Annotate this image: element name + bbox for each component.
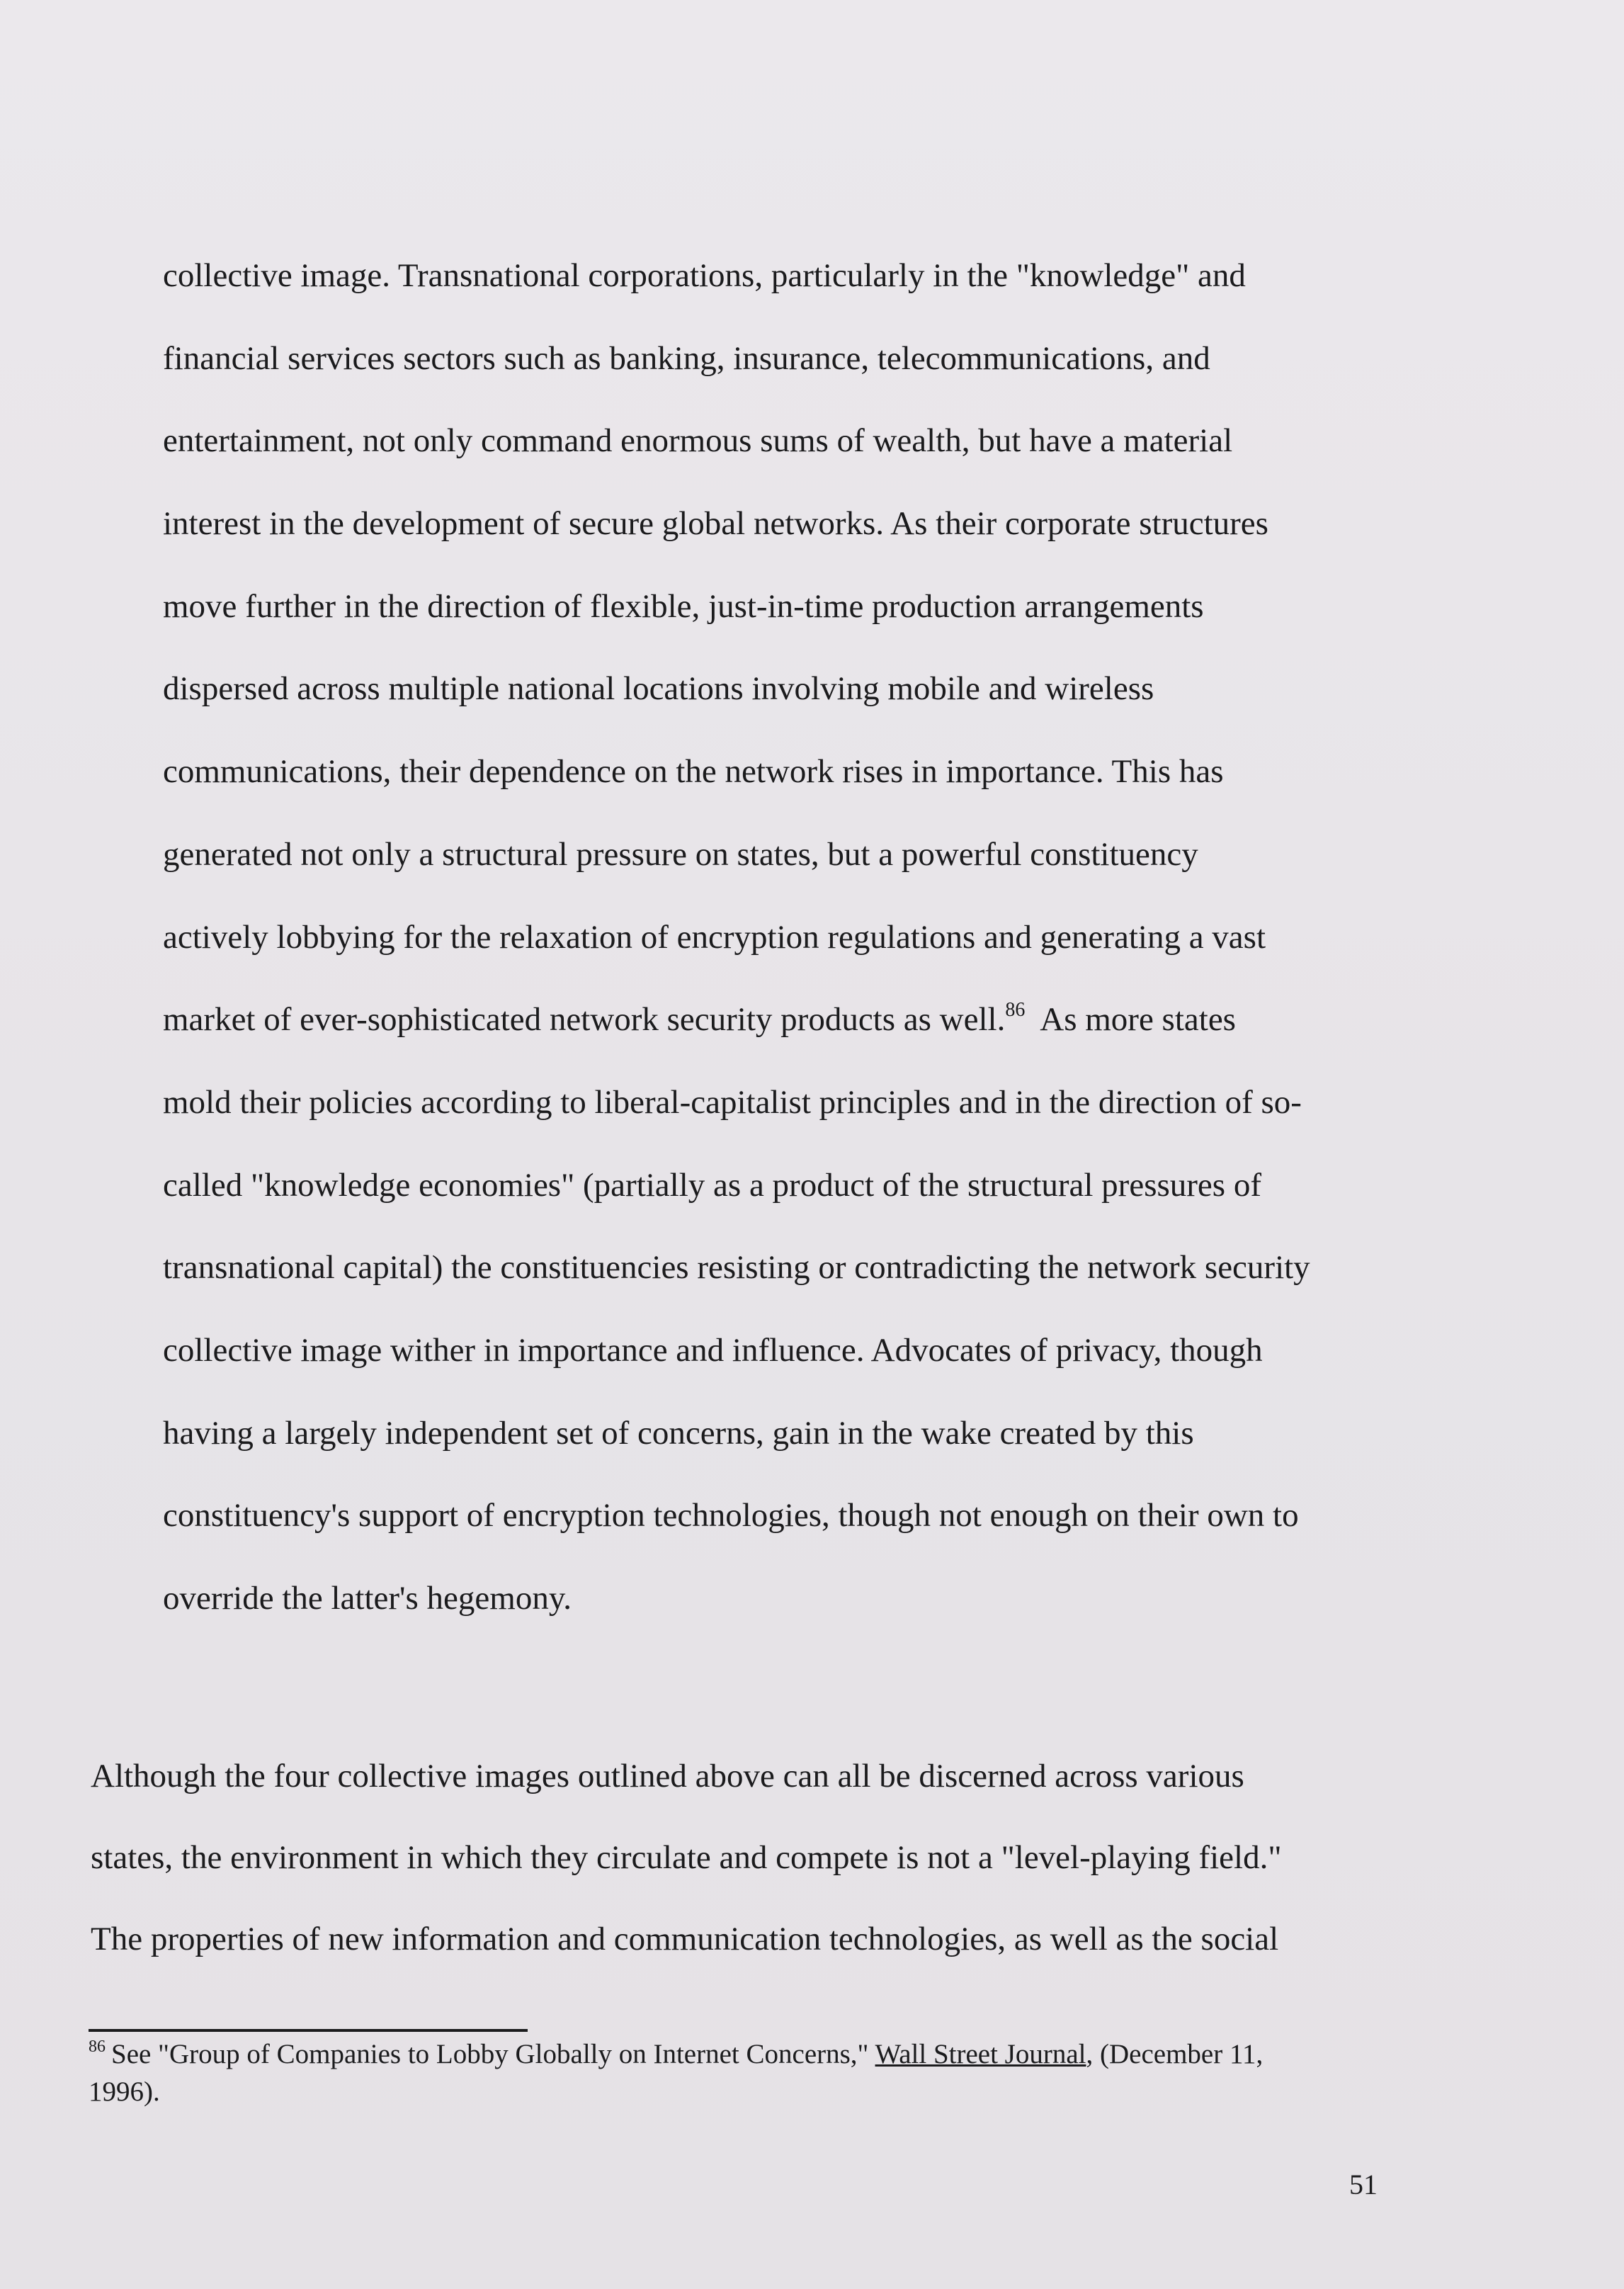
text-segment: As more states [1025,1001,1236,1039]
text-line: collective image wither in importance and influence. Advocates of privacy, though [163,1331,1263,1369]
text-line: The properties of new information and communication technologies, as well as the social [91,1921,1279,1957]
text-line: states, the environment in which they circulate and compete is not a "level-playing field." [91,1839,1282,1876]
footnote [89,2038,1434,2109]
text-line: constituency's support of encryption technologies, though not enough on their own to [163,1497,1299,1535]
footnote-separator [89,2029,528,2032]
text-line: dispersed across multiple national locations involving mobile and wireless [163,670,1154,708]
text-line: called "knowledge economies" (partially as a product of the structural pressures of [163,1166,1261,1204]
text-line-with-note [163,999,1409,1082]
footnote-line [89,2038,1434,2075]
text-line: actively lobbying for the relaxation of encryption regulations and generating a vast [163,918,1266,956]
footnote-text: , (December 11, [1086,2039,1264,2069]
text-line: entertainment, not only command enormous sums of wealth, but have a material [163,422,1233,460]
text-line: having a largely independent set of concerns, gain in the wake created by this [163,1414,1194,1452]
footnote-line: 1996). [89,2076,160,2107]
text-line: communications, their dependence on the network rises in importance. This has [163,753,1224,791]
text-line: Although the four collective images outlined above can all be discerned across various [91,1758,1244,1795]
text-line: override the latter's hegemony. [163,1580,572,1617]
text-line: collective image. Transnational corporations, particularly in the "knowledge" and [163,257,1246,294]
text-line: mold their policies according to liberal-capitalist principles and in the direction of so- [163,1083,1302,1121]
footnote-reference: 86 [1005,999,1026,1022]
indented-paragraph [163,255,1409,1661]
body-paragraph [91,1756,1422,2000]
text-line: financial services sectors such as banking, insurance, telecommunications, and [163,339,1210,377]
footnote-marker: 86 [89,2038,106,2056]
text-line: interest in the development of secure global networks. As their corporate structures [163,505,1268,543]
text-line: generated not only a structural pressure on states, but a powerful constituency [163,835,1198,873]
footnote-text: See "Group of Companies to Lobby Globally on Internet Concerns," [111,2039,875,2069]
text-segment: market of ever-sophisticated network security products as well. [163,1001,1006,1039]
footnote-journal-title: Wall Street Journal [875,2039,1086,2069]
text-line: move further in the direction of flexible, just-in-time production arrangements [163,587,1204,625]
text-line: transnational capital) the constituencies resisting or contradicting the network security [163,1249,1310,1287]
page-number: 51 [1349,2169,1378,2200]
